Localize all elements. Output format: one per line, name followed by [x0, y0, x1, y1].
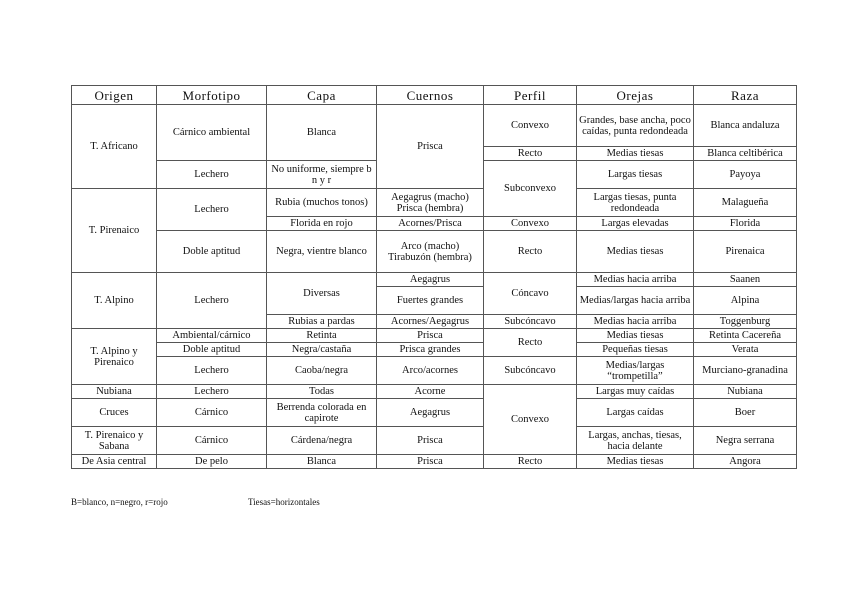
raza-cell: Pirenaica — [694, 231, 797, 273]
cuernos-cell: Prisca grandes — [377, 343, 484, 357]
raza-cell: Boer — [694, 399, 797, 427]
perfil-cell: Convexo — [484, 217, 577, 231]
capa-cell: Blanca — [267, 105, 377, 161]
orejas-cell: Largas muy caídas — [577, 385, 694, 399]
capa-cell: Florida en rojo — [267, 217, 377, 231]
morfotipo-cell: Lechero — [157, 161, 267, 189]
morfotipo-cell: Lechero — [157, 189, 267, 231]
origen-cell: T. Pirenaico — [72, 189, 157, 273]
orejas-cell: Largas caídas — [577, 399, 694, 427]
raza-cell: Florida — [694, 217, 797, 231]
orejas-cell: Medias tiesas — [577, 147, 694, 161]
perfil-cell: Convexo — [484, 385, 577, 455]
capa-cell: Negra, vientre blanco — [267, 231, 377, 273]
table-row — [72, 273, 797, 287]
table-row — [72, 455, 797, 469]
perfil-cell: Recto — [484, 231, 577, 273]
raza-cell: Malagueña — [694, 189, 797, 217]
origen-cell: Nubiana — [72, 385, 157, 399]
cuernos-cell: Prisca — [377, 427, 484, 455]
table-row — [72, 427, 797, 455]
perfil-cell: Convexo — [484, 105, 577, 147]
perfil-cell: Subconvexo — [484, 161, 577, 217]
color-legend-note: B=blanco, n=negro, r=rojo — [71, 497, 168, 507]
orejas-cell: Grandes, base ancha, poco caídas, punta redondeada — [577, 105, 694, 147]
raza-cell: Blanca andaluza — [694, 105, 797, 147]
origen-cell: T. Alpino — [72, 273, 157, 329]
raza-cell: Alpina — [694, 287, 797, 315]
raza-cell: Verata — [694, 343, 797, 357]
orejas-cell: Pequeñas tiesas — [577, 343, 694, 357]
cuernos-cell: Acornes/Prisca — [377, 217, 484, 231]
orejas-cell: Medias tiesas — [577, 329, 694, 343]
capa-cell: Todas — [267, 385, 377, 399]
capa-cell: Blanca — [267, 455, 377, 469]
tiesas-note: Tiesas=horizontales — [248, 497, 320, 507]
capa-cell: Rubia (muchos tonos) — [267, 189, 377, 217]
perfil-cell: Subcóncavo — [484, 357, 577, 385]
header-raza: Raza — [694, 86, 797, 105]
header-cuernos: Cuernos — [377, 86, 484, 105]
morfotipo-cell: Lechero — [157, 273, 267, 329]
morfotipo-cell: Lechero — [157, 357, 267, 385]
orejas-cell: Largas tiesas — [577, 161, 694, 189]
orejas-cell: Medias hacia arriba — [577, 315, 694, 329]
morfotipo-cell: Lechero — [157, 385, 267, 399]
cuernos-cell: Aegagrus — [377, 399, 484, 427]
table-row — [72, 399, 797, 427]
table-row — [72, 357, 797, 385]
orejas-cell: Medias tiesas — [577, 231, 694, 273]
morfotipo-cell: Doble aptitud — [157, 343, 267, 357]
orejas-cell: Medias/largas “trompetilla” — [577, 357, 694, 385]
morfotipo-cell: Doble aptitud — [157, 231, 267, 273]
origen-cell: T. Alpino y Pirenaico — [72, 329, 157, 385]
capa-cell: No uniforme, siempre b n y r — [267, 161, 377, 189]
capa-cell: Diversas — [267, 273, 377, 315]
orejas-cell: Largas, anchas, tiesas, hacia delante — [577, 427, 694, 455]
morfotipo-cell: De pelo — [157, 455, 267, 469]
breed-table — [71, 85, 797, 469]
cuernos-cell: Fuertes grandes — [377, 287, 484, 315]
raza-cell: Murciano-granadina — [694, 357, 797, 385]
raza-cell: Saanen — [694, 273, 797, 287]
morfotipo-cell: Cárnico — [157, 427, 267, 455]
capa-cell: Cárdena/negra — [267, 427, 377, 455]
header-capa: Capa — [267, 86, 377, 105]
orejas-cell: Largas elevadas — [577, 217, 694, 231]
morfotipo-cell: Cárnico ambiental — [157, 105, 267, 161]
cuernos-cell: Prisca — [377, 329, 484, 343]
orejas-cell: Medias hacia arriba — [577, 273, 694, 287]
cuernos-cell: Prisca — [377, 455, 484, 469]
raza-cell: Payoya — [694, 161, 797, 189]
perfil-cell: Recto — [484, 147, 577, 161]
cuernos-cell: Acorne — [377, 385, 484, 399]
raza-cell: Angora — [694, 455, 797, 469]
capa-cell: Caoba/negra — [267, 357, 377, 385]
cuernos-cell: Arco/acornes — [377, 357, 484, 385]
table-row — [72, 105, 797, 147]
cuernos-cell: Aegagrus (macho) Prisca (hembra) — [377, 189, 484, 217]
perfil-cell: Recto — [484, 329, 577, 357]
origen-cell: T. Africano — [72, 105, 157, 189]
orejas-cell: Medias tiesas — [577, 455, 694, 469]
header-perfil: Perfil — [484, 86, 577, 105]
raza-cell: Negra serrana — [694, 427, 797, 455]
table-row — [72, 385, 797, 399]
header-morfotipo: Morfotipo — [157, 86, 267, 105]
header-orejas: Orejas — [577, 86, 694, 105]
cuernos-cell: Aegagrus — [377, 273, 484, 287]
origen-cell: T. Pirenaico y Sabana — [72, 427, 157, 455]
orejas-cell: Largas tiesas, punta redondeada — [577, 189, 694, 217]
orejas-cell: Medias/largas hacia arriba — [577, 287, 694, 315]
table-row — [72, 329, 797, 343]
cuernos-cell: Acornes/Aegagrus — [377, 315, 484, 329]
cuernos-cell: Arco (macho) Tirabuzón (hembra) — [377, 231, 484, 273]
capa-cell: Berrenda colorada en capirote — [267, 399, 377, 427]
table-row — [72, 343, 797, 357]
header-row — [72, 86, 797, 105]
perfil-cell: Recto — [484, 455, 577, 469]
raza-cell: Blanca celtibérica — [694, 147, 797, 161]
capa-cell: Negra/castaña — [267, 343, 377, 357]
header-origen: Origen — [72, 86, 157, 105]
cuernos-cell: Prisca — [377, 105, 484, 189]
perfil-cell: Cóncavo — [484, 273, 577, 315]
origen-cell: De Asia central — [72, 455, 157, 469]
perfil-cell: Subcóncavo — [484, 315, 577, 329]
raza-cell: Nubiana — [694, 385, 797, 399]
capa-cell: Rubias a pardas — [267, 315, 377, 329]
table-row — [72, 231, 797, 273]
capa-cell: Retinta — [267, 329, 377, 343]
morfotipo-cell: Ambiental/cárnico — [157, 329, 267, 343]
raza-cell: Toggenburg — [694, 315, 797, 329]
morfotipo-cell: Cárnico — [157, 399, 267, 427]
raza-cell: Retinta Cacereña — [694, 329, 797, 343]
table-row — [72, 189, 797, 217]
origen-cell: Cruces — [72, 399, 157, 427]
